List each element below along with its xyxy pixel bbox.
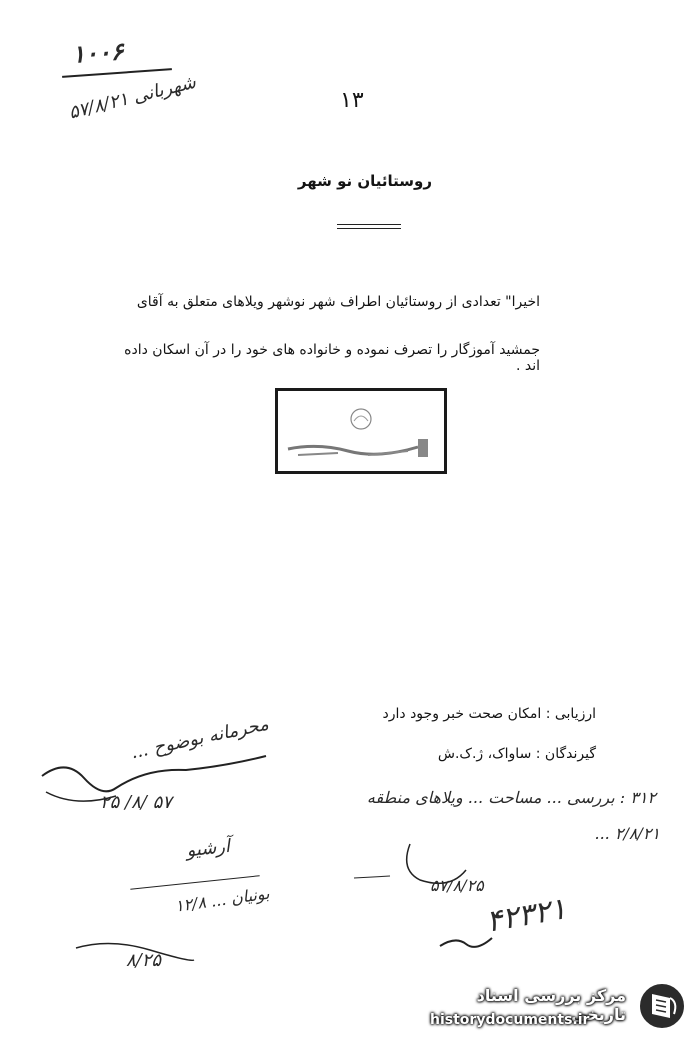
- handwritten-left-note: محرمانه بوضوح ...: [129, 713, 271, 764]
- handwritten-left-date: ۲۵ /۸/ ۵۷: [100, 792, 172, 813]
- handwritten-right-number: ۴۲۳۲۱: [483, 891, 570, 940]
- body-line-2: جمشید آموزگار را تصرف نموده و خانواده های خود را در آن اسکان داده اند .: [124, 342, 540, 374]
- evaluation-line: ارزیابی : امکان صحت خبر وجود دارد: [382, 706, 596, 722]
- handwritten-bottom-left-date: ۸/۲۵: [126, 950, 162, 971]
- handwritten-right-note-1: ۳۱۲ : بررسی ... مساحت ... ویلاهای منطقه: [366, 788, 656, 807]
- stamp-emblem-icon: [278, 391, 444, 471]
- recipients-line: گیرندگان : ساواک، ژ.ک.ش: [437, 746, 596, 762]
- file-number-underline: [62, 68, 172, 78]
- watermark: [420, 978, 694, 1036]
- registration-date: شهربانی ۵۷/۸/۲۱: [66, 71, 199, 124]
- file-number: ۱۰۰۶: [71, 36, 125, 69]
- handwritten-lower-left-note: بونیان ... ۱۲/۸: [173, 883, 271, 916]
- handwritten-right-note-2: ۲/۸/۲۱ ...: [594, 824, 660, 843]
- history-documents-logo-icon: [636, 980, 688, 1032]
- body-line-1: اخیرا" تعدادی از روستائیان اطراف شهر نوشهر ویلاهای متعلق به آقای: [136, 294, 540, 310]
- watermark-name: مرکز بررسی اسناد تاریخی: [476, 986, 626, 1024]
- handwritten-archive-note: آرشیو: [185, 835, 231, 862]
- handwritten-right-date: ۵۷/۸/۲۵: [430, 876, 484, 895]
- stamp-box: [275, 388, 447, 474]
- watermark-url: historydocuments.ir: [430, 1012, 590, 1028]
- document-title: روستائیان نو شهر: [297, 172, 432, 190]
- title-underline-2: [337, 228, 401, 229]
- right-flourish-icon: [436, 926, 496, 956]
- page-number: ۱۳: [340, 88, 364, 113]
- title-underline-1: [337, 224, 401, 225]
